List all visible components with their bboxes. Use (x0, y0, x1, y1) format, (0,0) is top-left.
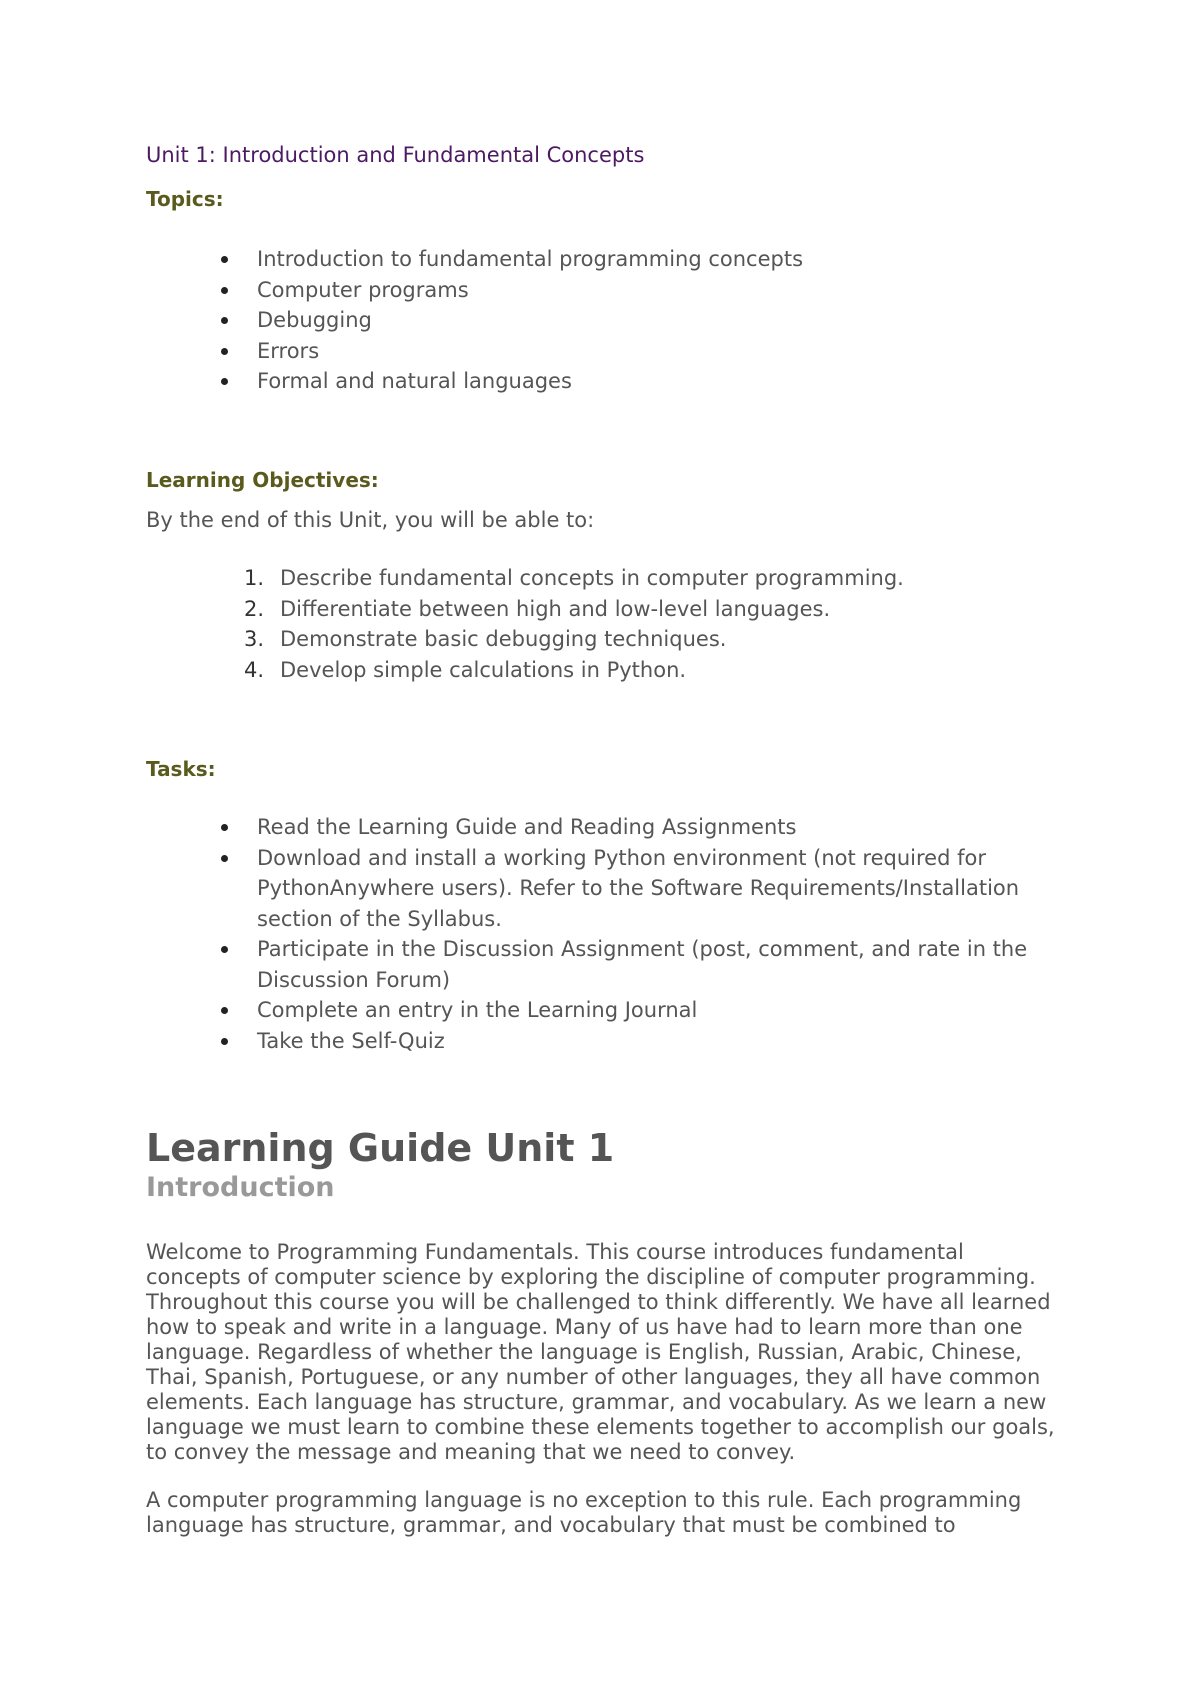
objective-text: Demonstrate basic debugging techniques. (280, 627, 727, 651)
objective-item (146, 624, 904, 655)
objectives-list (146, 563, 904, 685)
guide-subtitle: Introduction (146, 1172, 335, 1203)
task-item: Take the Self-Quiz (146, 1026, 1077, 1057)
objective-text: Differentiate between high and low-level languages. (280, 596, 831, 621)
objective-number: 2. (244, 596, 265, 621)
task-item: Read the Learning Guide and Reading Assignments (146, 812, 1077, 843)
objectives-intro: By the end of this Unit, you will be able to: (146, 508, 595, 532)
tasks-heading: Tasks: (146, 757, 216, 781)
objective-text: Develop simple calculations in Python. (280, 657, 687, 682)
topics-heading: Topics: (146, 187, 224, 211)
intro-paragraph: Welcome to Programming Fundamentals. This course introduces fundamental concepts of computer science by exploring the discipline of computer programming. Throughout this course you will be challenged to think differently. We have all learned how to speak and write in a language. Many of us have had to learn more than one language. Regardless of whether the language is English, Russian, Arabic, Chinese, Thai, Spanish, Portuguese, or any number of other languages, they all have common elements. Each language has structure, grammar, and vocabulary. As we learn a new language we must learn to combine these elements together to accomplish our goals, to convey the message and meaning that we need to convey. (146, 1240, 1055, 1464)
task-item: Complete an entry in the Learning Journal (146, 995, 1077, 1026)
topic-item: Debugging (146, 305, 1077, 336)
task-item: Participate in the Discussion Assignment (post, comment, and rate in the Discussion Forum) (146, 934, 1077, 995)
objectives-heading: Learning Objectives: (146, 468, 379, 492)
topics-list (146, 244, 1077, 397)
topic-item: Errors (146, 336, 1077, 367)
objective-text: Describe fundamental concepts in computer programming. (280, 566, 904, 590)
topic-item: Introduction to fundamental programming concepts (146, 244, 1077, 275)
objective-item (146, 563, 904, 594)
unit-title: Unit 1: Introduction and Fundamental Concepts (146, 143, 645, 167)
objective-number: 4. (244, 657, 265, 682)
tasks-list (146, 812, 1077, 1056)
guide-title: Learning Guide Unit 1 (146, 1126, 615, 1170)
objective-number: 3. (244, 627, 265, 651)
objective-number: 1. (244, 566, 265, 590)
intro-paragraph: A computer programming language is no exception to this rule. Each programming language has structure, grammar, and vocabulary that must be combined to (146, 1488, 1022, 1537)
objective-item (146, 594, 904, 625)
topic-item: Computer programs (146, 275, 1077, 306)
topic-item: Formal and natural languages (146, 366, 1077, 397)
objective-item (146, 655, 904, 686)
task-item: Download and install a working Python environment (not required for PythonAnywhere users). Refer to the Software Requirements/Installation section of the Syllabus. (146, 843, 1077, 935)
